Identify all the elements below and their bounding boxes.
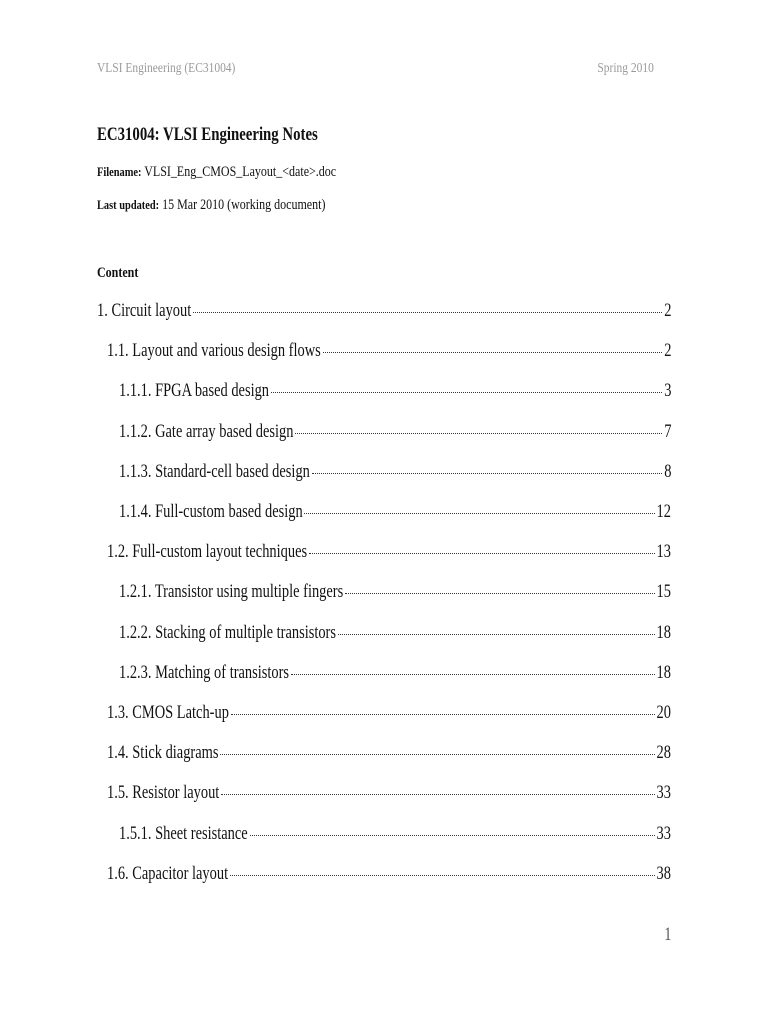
toc-entry[interactable] bbox=[97, 296, 671, 326]
toc-dot-leader bbox=[295, 433, 662, 434]
toc-entry-title: 1.2.2. Stacking of multiple transistors bbox=[119, 621, 336, 643]
toc-dot-leader bbox=[345, 593, 654, 594]
toc-entry[interactable] bbox=[107, 537, 671, 567]
toc-entry[interactable] bbox=[107, 698, 671, 728]
toc-entry-title: 1.5. Resistor layout bbox=[107, 782, 220, 804]
toc-entry-page: 20 bbox=[656, 702, 671, 723]
toc-entry-title: 1.6. Capacitor layout bbox=[107, 862, 229, 884]
toc-entry[interactable] bbox=[119, 658, 671, 688]
toc-dot-leader bbox=[271, 392, 662, 393]
toc-entry[interactable] bbox=[119, 376, 671, 406]
toc-entry-title: 1.2.1. Transistor using multiple fingers bbox=[119, 581, 344, 603]
toc-entry-page: 8 bbox=[663, 460, 671, 482]
toc-entry-title: 1.1.3. Standard-cell based design bbox=[119, 460, 310, 482]
toc-entry-page: 3 bbox=[663, 380, 671, 402]
toc-entry[interactable] bbox=[119, 417, 671, 447]
toc-dot-leader bbox=[230, 875, 654, 876]
toc-entry[interactable] bbox=[119, 618, 671, 648]
toc-dot-leader bbox=[231, 714, 654, 715]
toc-entry[interactable] bbox=[119, 457, 671, 487]
toc-entry[interactable] bbox=[119, 819, 671, 849]
toc-entry[interactable] bbox=[107, 859, 671, 889]
toc-entry-page: 15 bbox=[656, 581, 671, 603]
toc-dot-leader bbox=[221, 794, 654, 795]
last-updated-label: Last updated: bbox=[97, 197, 160, 212]
toc-entry-title: 1.2. Full-custom layout techniques bbox=[107, 541, 308, 563]
filename-value: VLSI_Eng_CMOS_Layout_<date>.doc bbox=[144, 164, 337, 180]
toc-entry-page: 2 bbox=[663, 340, 671, 362]
toc-entry-page: 13 bbox=[656, 541, 671, 563]
toc-entry[interactable] bbox=[107, 738, 671, 768]
toc-dot-leader bbox=[291, 674, 655, 675]
toc-entry-title: 1.1.2. Gate array based design bbox=[119, 420, 294, 442]
toc-dot-leader bbox=[220, 754, 654, 755]
toc-entry-page: 28 bbox=[656, 742, 671, 764]
toc-dot-leader bbox=[338, 634, 655, 635]
toc-entry-title: 1.5.1. Sheet resistance bbox=[119, 822, 248, 844]
document-title: EC31004: VLSI Engineering Notes bbox=[97, 124, 318, 145]
toc-entry-title: 1.4. Stick diagrams bbox=[107, 742, 219, 764]
header-term: Spring 2010 bbox=[597, 61, 654, 76]
toc-entry-title: 1. Circuit layout bbox=[97, 300, 192, 321]
toc-entry[interactable] bbox=[119, 577, 671, 607]
toc-entry[interactable] bbox=[107, 336, 671, 366]
page-number: 1 bbox=[663, 924, 671, 945]
toc-entry[interactable] bbox=[119, 497, 671, 527]
toc-entry-page: 12 bbox=[656, 501, 671, 522]
toc-entry-page: 33 bbox=[656, 782, 671, 804]
last-updated-line bbox=[97, 197, 325, 214]
header-course: VLSI Engineering (EC31004) bbox=[97, 61, 236, 76]
toc-entry-page: 38 bbox=[656, 862, 671, 884]
toc-entry[interactable] bbox=[107, 778, 671, 808]
toc-entry-page: 7 bbox=[663, 420, 671, 442]
content-heading: Content bbox=[97, 265, 139, 281]
toc-dot-leader bbox=[312, 473, 662, 474]
toc-entry-title: 1.2.3. Matching of transistors bbox=[119, 661, 290, 683]
toc-dot-leader bbox=[193, 312, 662, 313]
toc-entry-title: 1.3. CMOS Latch-up bbox=[107, 702, 229, 723]
toc-entry-title: 1.1.4. Full-custom based design bbox=[119, 501, 303, 522]
toc-entry-page: 18 bbox=[656, 661, 671, 683]
last-updated-value: 15 Mar 2010 (working document) bbox=[162, 197, 326, 213]
toc-entry-page: 33 bbox=[656, 822, 671, 844]
toc-entry-page: 2 bbox=[663, 300, 671, 321]
toc-dot-leader bbox=[323, 352, 662, 353]
toc-dot-leader bbox=[250, 835, 654, 836]
filename-line bbox=[97, 164, 336, 181]
toc-dot-leader bbox=[304, 513, 654, 514]
toc-entry-page: 18 bbox=[656, 621, 671, 643]
toc-dot-leader bbox=[309, 553, 654, 554]
toc-entry-title: 1.1. Layout and various design flows bbox=[107, 340, 321, 362]
filename-label: Filename: bbox=[97, 164, 142, 179]
toc-entry-title: 1.1.1. FPGA based design bbox=[119, 380, 270, 402]
